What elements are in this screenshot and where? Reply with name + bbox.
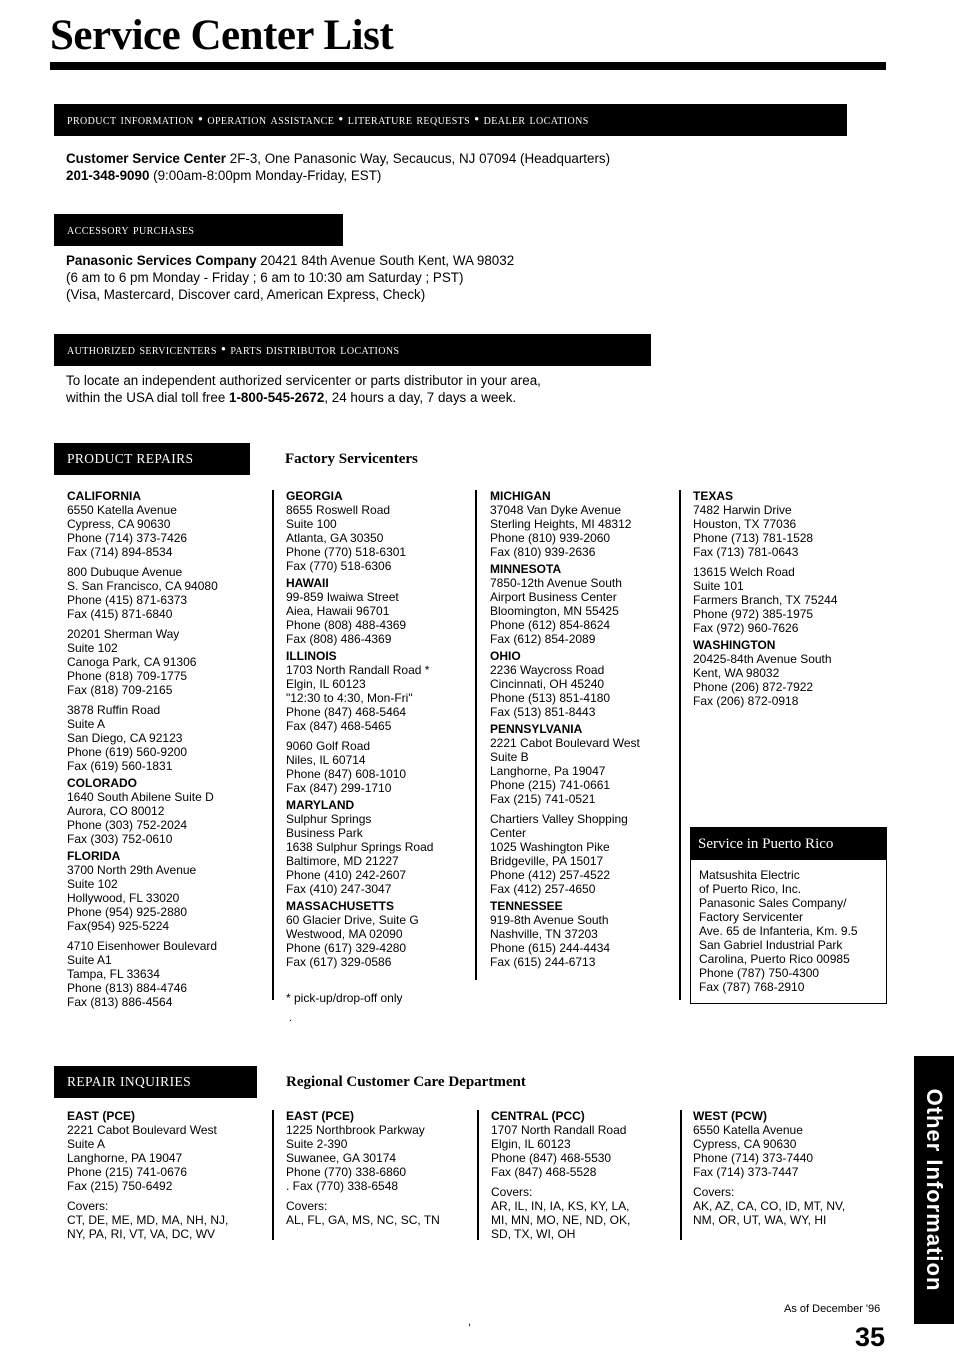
accessory-payment: (Visa, Mastercard, Discover card, American Express, Check) [66,287,426,302]
address-line: 1707 North Randall Road [491,1123,627,1137]
address-line: Nashville, TN 37203 [490,927,598,941]
authorized-block [66,372,541,406]
address-line: . Fax (770) 338-6548 [286,1179,399,1193]
factory-column-3 [490,486,670,969]
address-line: Fax (847) 468-5528 [491,1165,597,1179]
accessory-company: Panasonic Services Company [66,253,257,268]
address-line: 99-859 Iwaiwa Street [286,590,399,604]
address-line: Airport Business Center [490,590,617,604]
address-line: Phone (612) 854-8624 [490,618,611,632]
address-line: Phone (303) 752-2024 [67,818,188,832]
address-line: 1640 South Abilene Suite D [67,790,214,804]
state-heading: EAST (PCE) [286,1109,355,1123]
address-line: Phone (619) 560-9200 [67,745,188,759]
address-line: 6550 Katella Avenue [67,503,177,517]
address-line: Fax (713) 781-0643 [693,545,799,559]
address-line: Phone (972) 385-1975 [693,607,814,621]
address-line: Phone (770) 338-6860 [286,1165,407,1179]
address-line: Phone (617) 329-4280 [286,941,407,955]
customer-service-phone: 201-348-9090 [66,168,150,183]
address-line: Suite 102 [67,641,118,655]
address-line: Matsushita Electric [699,868,800,882]
column-divider [477,1110,479,1240]
address-line: 1638 Sulphur Springs Road [286,840,434,854]
address-line: Fax (410) 247-3047 [286,882,392,896]
address-line: 20425-84th Avenue South [693,652,832,666]
address-line: S. San Francisco, CA 94080 [67,579,218,593]
address-line: Fax (847) 299-1710 [286,781,392,795]
address-line: Covers: [693,1185,735,1199]
address-line: Phone (770) 518-6301 [286,545,407,559]
address-line: Fax (303) 752-0610 [67,832,173,846]
address-line: Panasonic Sales Company/ [699,896,847,910]
address-line: Fax (619) 560-1831 [67,759,173,773]
address-line: Phone (808) 488-4369 [286,618,407,632]
address-line: Niles, IL 60714 [286,753,366,767]
address-line: MI, MN, MO, NE, ND, OK, [491,1213,631,1227]
band-product-information: product information • operation assistance • literature requests • dealer locations [54,104,847,136]
address-line: Fax (714) 894-8534 [67,545,173,559]
address-line: Bridgeville, PA 15017 [490,854,604,868]
address-line: 800 Dubuque Avenue [67,565,183,579]
band-accessory-purchases: accessory purchases [54,214,343,246]
state-heading: FLORIDA [67,849,121,863]
address-line: NY, PA, RI, VT, VA, DC, WV [67,1227,216,1241]
address-line: Atlanta, GA 30350 [286,531,384,545]
column-divider [679,490,681,1000]
state-heading: MARYLAND [286,798,355,812]
factory-column-1 [67,486,267,1009]
address-line: 1025 Washington Pike [490,840,610,854]
puerto-rico-heading: Service in Puerto Rico [691,828,886,860]
customer-service-name: Customer Service Center [66,151,227,166]
address-line: 3700 North 29th Avenue [67,863,197,877]
puerto-rico-body [691,860,886,994]
address-line: Fax (818) 709-2165 [67,683,173,697]
state-heading: CENTRAL (PCC) [491,1109,585,1123]
address-line: Sulphur Springs [286,812,372,826]
state-heading: TENNESSEE [490,899,563,913]
address-line: Langhorne, PA 19047 [67,1151,183,1165]
address-line: 37048 Van Dyke Avenue [490,503,621,517]
address-line: Elgin, IL 60123 [491,1137,571,1151]
address-line: Hollywood, FL 33020 [67,891,180,905]
address-line: Phone (818) 709-1775 [67,669,188,683]
address-line: Suite 101 [693,579,744,593]
address-line: 3878 Ruffin Road [67,703,161,717]
column-divider [680,1110,682,1240]
address-line: Phone (410) 242-2607 [286,868,407,882]
address-line: NM, OR, UT, WA, WY, HI [693,1213,827,1227]
side-tab-label: Other Information [922,1088,947,1292]
accessory-hours: (6 am to 6 pm Monday - Friday ; 6 am to 10:30 am Saturday ; PST) [66,270,464,285]
regional-column-4 [693,1106,883,1227]
address-line: San Diego, CA 92123 [67,731,183,745]
address-line: 7482 Harwin Drive [693,503,792,517]
address-line: Phone (714) 373-7440 [693,1151,814,1165]
state-heading: MICHIGAN [490,489,551,503]
address-line: 13615 Welch Road [693,565,795,579]
address-line: Cypress, CA 90630 [693,1137,797,1151]
address-line: Fax (787) 768-2910 [699,980,805,994]
address-line: Suite A [67,717,106,731]
state-heading: EAST (PCE) [67,1109,136,1123]
address-line: 2221 Cabot Boulevard West [490,736,640,750]
address-line: Aurora, CO 80012 [67,804,165,818]
address-line: Bloomington, MN 55425 [490,604,619,618]
address-line: Business Park [286,826,363,840]
puerto-rico-box [690,827,887,1004]
page-number: 35 [855,1322,886,1352]
address-line: Aiea, Hawaii 96701 [286,604,390,618]
address-line: Kent, WA 98032 [693,666,780,680]
address-line: 2236 Waycross Road [490,663,605,677]
address-line: Phone (215) 741-0676 [67,1165,188,1179]
state-heading: CALIFORNIA [67,489,141,503]
address-line: Fax (808) 486-4369 [286,632,392,646]
column-divider [475,490,477,980]
address-line: Fax (513) 851-8443 [490,705,596,719]
address-line: Fax (415) 871-6840 [67,607,173,621]
accessory-address: 20421 84th Avenue South Kent, WA 98032 [260,253,515,268]
accessory-block [66,252,514,303]
address-line: Suite A1 [67,953,112,967]
state-heading: WASHINGTON [693,638,776,652]
regional-heading: Regional Customer Care Department [286,1074,526,1090]
as-of-date: As of December '96 [784,1303,881,1315]
regional-column-1 [67,1106,267,1241]
address-line: Fax (412) 257-4650 [490,882,596,896]
state-heading: COLORADO [67,776,137,790]
address-line: "12:30 to 4:30, Mon-Fri" [286,691,413,705]
address-line: Fax (847) 468-5465 [286,719,392,733]
state-heading: PENNSYLVANIA [490,722,583,736]
address-line: Ave. 65 de Infanteria, Km. 9.5 [699,924,858,938]
factory-column-4 [693,486,883,708]
address-line: Fax (206) 872-0918 [693,694,799,708]
state-heading: MASSACHUSETTS [286,899,395,913]
address-line: Fax (972) 960-7626 [693,621,799,635]
band-product-repairs: PRODUCT REPAIRS [54,443,250,475]
address-line: 1703 North Randall Road * [286,663,430,677]
stray-mark: . [289,1012,293,1024]
address-line: Langhorne, Pa 19047 [490,764,606,778]
address-line: Fax (215) 750-6492 [67,1179,173,1193]
address-line: Phone (813) 884-4746 [67,981,188,995]
authorized-line1: To locate an independent authorized servicenter or parts distributor in your area, [66,373,541,388]
address-line: 2221 Cabot Boulevard West [67,1123,217,1137]
address-line: AR, IL, IN, IA, KS, KY, LA, [491,1199,630,1213]
address-line: 8655 Roswell Road [286,503,391,517]
address-line: Carolina, Puerto Rico 00985 [699,952,850,966]
title-rule [50,62,886,70]
address-line: Phone (954) 925-2880 [67,905,188,919]
authorized-line2-pre: within the USA dial toll free [66,390,230,405]
factory-heading: Factory Servicenters [285,451,418,467]
address-line: CT, DE, ME, MD, MA, NH, NJ, [67,1213,229,1227]
address-line: Fax (770) 518-6306 [286,559,392,573]
customer-service-address: 2F-3, One Panasonic Way, Secaucus, NJ 07094 (Headquarters) [229,151,611,166]
address-line: SD, TX, WI, OH [491,1227,576,1241]
address-line: Chartiers Valley Shopping [490,812,628,826]
address-line: Phone (787) 750-4300 [699,966,820,980]
address-line: Suite 100 [286,517,337,531]
state-heading: TEXAS [693,489,734,503]
band-authorized-servicenters: authorized servicenters • parts distributor locations [54,334,651,366]
regional-column-2 [286,1106,466,1227]
address-line: AK, AZ, CA, CO, ID, MT, NV, [693,1199,846,1213]
address-line: Fax(954) 925-5224 [67,919,170,933]
address-line: 919-8th Avenue South [490,913,609,927]
address-line: 7850-12th Avenue South [490,576,622,590]
address-line: of Puerto Rico, Inc. [699,882,802,896]
customer-service-block [66,150,610,184]
address-line: 9060 Golf Road [286,739,371,753]
address-line: Baltimore, MD 21227 [286,854,399,868]
address-line: Elgin, IL 60123 [286,677,366,691]
address-line: Fax (615) 244-6713 [490,955,596,969]
column-divider [272,1110,274,1240]
address-line: Fax (813) 886-4564 [67,995,173,1009]
address-line: Covers: [67,1199,109,1213]
address-line: Cypress, CA 90630 [67,517,171,531]
address-line: Fax (612) 854-2089 [490,632,596,646]
address-line: Covers: [491,1185,533,1199]
address-line: Suite A [67,1137,106,1151]
address-line: AL, FL, GA, MS, NC, SC, TN [286,1213,440,1227]
address-line: Houston, TX 77036 [693,517,797,531]
address-line: Phone (847) 468-5530 [491,1151,612,1165]
address-line: 60 Glacier Drive, Suite G [286,913,419,927]
state-heading: ILLINOIS [286,649,337,663]
address-line: Fax (714) 373-7447 [693,1165,799,1179]
state-heading: GEORGIA [286,489,343,503]
state-heading: WEST (PCW) [693,1109,767,1123]
toll-free-phone: 1-800-545-2672 [229,390,325,405]
address-line: Phone (615) 244-4434 [490,941,611,955]
customer-service-hours: (9:00am-8:00pm Monday-Friday, EST) [153,168,382,183]
factory-column-2 [286,486,466,1005]
address-line: Suwanee, GA 30174 [286,1151,397,1165]
state-heading: OHIO [490,649,521,663]
regional-column-3 [491,1106,671,1241]
address-line: Phone (206) 872-7922 [693,680,814,694]
address-line: Center [490,826,527,840]
address-line: Phone (714) 373-7426 [67,531,188,545]
stray-mark: , [468,1316,472,1328]
address-line: Canoga Park, CA 91306 [67,655,197,669]
page-title: Service Center List [50,12,394,59]
address-line: Fax (617) 329-0586 [286,955,392,969]
band-repair-inquiries: REPAIR INQUIRIES [54,1066,257,1098]
address-line: Westwood, MA 02090 [286,927,403,941]
address-line: Fax (215) 741-0521 [490,792,596,806]
column-divider [272,490,274,1000]
section-side-tab [914,1056,954,1324]
address-line: Phone (847) 468-5464 [286,705,407,719]
address-line: Sterling Heights, MI 48312 [490,517,632,531]
address-line: * pick-up/drop-off only [286,991,403,1005]
address-line: San Gabriel Industrial Park [699,938,843,952]
address-line: 1225 Northbrook Parkway [286,1123,425,1137]
address-line: Fax (810) 939-2636 [490,545,596,559]
address-line: Phone (513) 851-4180 [490,691,611,705]
address-line: Suite B [490,750,529,764]
address-line: Factory Servicenter [699,910,804,924]
address-line: 6550 Katella Avenue [693,1123,803,1137]
address-line: Cincinnati, OH 45240 [490,677,605,691]
authorized-line2-post: , 24 hours a day, 7 days a week. [324,390,517,405]
address-line: Covers: [286,1199,328,1213]
address-line: Phone (415) 871-6373 [67,593,188,607]
address-line: Phone (713) 781-1528 [693,531,814,545]
address-line: Phone (215) 741-0661 [490,778,611,792]
address-line: Suite 102 [67,877,118,891]
address-line: Phone (412) 257-4522 [490,868,611,882]
address-line: Tampa, FL 33634 [67,967,160,981]
address-line: 20201 Sherman Way [67,627,180,641]
address-line: Phone (847) 608-1010 [286,767,407,781]
address-line: Suite 2-390 [286,1137,348,1151]
address-line: 4710 Eisenhower Boulevard [67,939,218,953]
address-line: Farmers Branch, TX 75244 [693,593,838,607]
address-line: Phone (810) 939-2060 [490,531,611,545]
state-heading: MINNESOTA [490,562,562,576]
state-heading: HAWAII [286,576,329,590]
